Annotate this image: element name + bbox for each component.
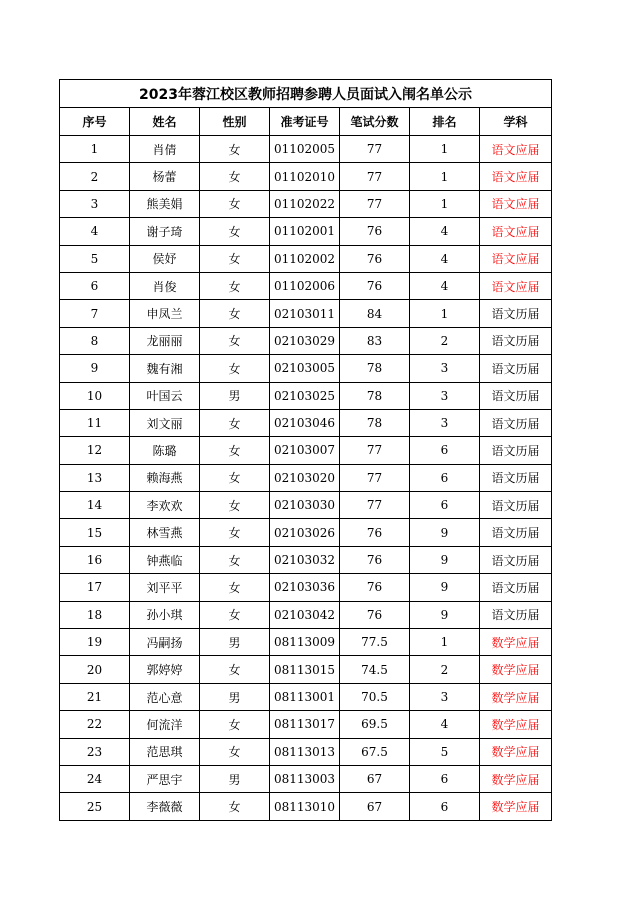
subject-cell: 语文应届 (480, 272, 552, 299)
subject-cell: 语文历届 (480, 355, 552, 382)
gender-cell: 女 (200, 437, 270, 464)
rank-cell: 4 (410, 218, 480, 245)
column-header-subject: 学科 (480, 108, 552, 136)
gender-cell: 女 (200, 409, 270, 436)
table-row (60, 492, 552, 519)
row-number-cell: 2 (60, 163, 130, 190)
rank-cell: 4 (410, 245, 480, 272)
gender-cell: 女 (200, 163, 270, 190)
row-number-cell: 10 (60, 382, 130, 409)
gender-cell: 女 (200, 464, 270, 491)
rank-cell: 1 (410, 136, 480, 163)
column-header-rank: 排名 (410, 108, 480, 136)
candidate-name-cell: 赖海燕 (130, 464, 200, 491)
row-number-cell: 21 (60, 683, 130, 710)
written-score-cell: 77.5 (340, 629, 410, 656)
gender-cell: 男 (200, 683, 270, 710)
subject-cell: 数学应届 (480, 629, 552, 656)
row-number-cell: 14 (60, 492, 130, 519)
written-score-cell: 84 (340, 300, 410, 327)
gender-cell: 女 (200, 601, 270, 628)
subject-cell: 语文应届 (480, 163, 552, 190)
table-row (60, 163, 552, 190)
written-score-cell: 83 (340, 327, 410, 354)
written-score-cell: 76 (340, 245, 410, 272)
row-number-cell: 9 (60, 355, 130, 382)
rank-cell: 5 (410, 738, 480, 765)
subject-cell: 语文历届 (480, 327, 552, 354)
gender-cell: 女 (200, 136, 270, 163)
candidate-name-cell: 熊美娟 (130, 190, 200, 217)
candidate-name-cell: 陈璐 (130, 437, 200, 464)
written-score-cell: 70.5 (340, 683, 410, 710)
rank-cell: 6 (410, 464, 480, 491)
table-row (60, 437, 552, 464)
subject-cell: 语文历届 (480, 382, 552, 409)
column-header-name: 姓名 (130, 108, 200, 136)
table-row (60, 190, 552, 217)
written-score-cell: 77 (340, 492, 410, 519)
exam-id-cell: 01102006 (270, 272, 340, 299)
rank-cell: 4 (410, 711, 480, 738)
table-row (60, 601, 552, 628)
rank-cell: 6 (410, 492, 480, 519)
table-row (60, 738, 552, 765)
candidate-name-cell: 刘文丽 (130, 409, 200, 436)
candidate-name-cell: 李欢欢 (130, 492, 200, 519)
subject-cell: 语文应届 (480, 190, 552, 217)
table-row (60, 711, 552, 738)
rank-cell: 2 (410, 327, 480, 354)
row-number-cell: 19 (60, 629, 130, 656)
exam-id-cell: 02103042 (270, 601, 340, 628)
rank-cell: 2 (410, 656, 480, 683)
row-number-cell: 17 (60, 574, 130, 601)
written-score-cell: 76 (340, 519, 410, 546)
subject-cell: 语文历届 (480, 574, 552, 601)
written-score-cell: 77 (340, 163, 410, 190)
column-header-number: 序号 (60, 108, 130, 136)
exam-id-cell: 02103005 (270, 355, 340, 382)
candidate-name-cell: 李薇薇 (130, 793, 200, 820)
subject-cell: 数学应届 (480, 765, 552, 792)
rank-cell: 9 (410, 546, 480, 573)
column-header-written-score: 笔试分数 (340, 108, 410, 136)
exam-id-cell: 01102002 (270, 245, 340, 272)
candidate-name-cell: 申凤兰 (130, 300, 200, 327)
candidate-name-cell: 何流洋 (130, 711, 200, 738)
candidate-name-cell: 林雪燕 (130, 519, 200, 546)
gender-cell: 女 (200, 218, 270, 245)
gender-cell: 女 (200, 793, 270, 820)
written-score-cell: 69.5 (340, 711, 410, 738)
rank-cell: 3 (410, 409, 480, 436)
row-number-cell: 4 (60, 218, 130, 245)
table-row (60, 464, 552, 491)
table-row (60, 327, 552, 354)
rank-cell: 9 (410, 519, 480, 546)
gender-cell: 女 (200, 300, 270, 327)
candidate-name-cell: 刘平平 (130, 574, 200, 601)
rank-cell: 1 (410, 629, 480, 656)
table-row (60, 272, 552, 299)
row-number-cell: 5 (60, 245, 130, 272)
candidate-name-cell: 冯嗣扬 (130, 629, 200, 656)
exam-id-cell: 01102005 (270, 136, 340, 163)
table-row (60, 382, 552, 409)
gender-cell: 女 (200, 245, 270, 272)
subject-cell: 数学应届 (480, 738, 552, 765)
rank-cell: 1 (410, 163, 480, 190)
row-number-cell: 18 (60, 601, 130, 628)
exam-id-cell: 08113013 (270, 738, 340, 765)
candidate-name-cell: 范心意 (130, 683, 200, 710)
gender-cell: 男 (200, 382, 270, 409)
subject-cell: 语文历届 (480, 409, 552, 436)
row-number-cell: 13 (60, 464, 130, 491)
row-number-cell: 20 (60, 656, 130, 683)
written-score-cell: 76 (340, 546, 410, 573)
table-row (60, 656, 552, 683)
row-number-cell: 22 (60, 711, 130, 738)
written-score-cell: 67.5 (340, 738, 410, 765)
rank-cell: 9 (410, 601, 480, 628)
written-score-cell: 78 (340, 355, 410, 382)
row-number-cell: 25 (60, 793, 130, 820)
row-number-cell: 7 (60, 300, 130, 327)
row-number-cell: 3 (60, 190, 130, 217)
subject-cell: 语文历届 (480, 492, 552, 519)
header-row (60, 108, 552, 136)
subject-cell: 语文历届 (480, 601, 552, 628)
exam-id-cell: 02103036 (270, 574, 340, 601)
gender-cell: 女 (200, 355, 270, 382)
candidate-name-cell: 肖俊 (130, 272, 200, 299)
gender-cell: 女 (200, 327, 270, 354)
table-row (60, 355, 552, 382)
subject-cell: 语文应届 (480, 245, 552, 272)
rank-cell: 4 (410, 272, 480, 299)
gender-cell: 男 (200, 765, 270, 792)
subject-cell: 数学应届 (480, 656, 552, 683)
gender-cell: 女 (200, 711, 270, 738)
gender-cell: 女 (200, 492, 270, 519)
subject-cell: 语文应届 (480, 136, 552, 163)
row-number-cell: 8 (60, 327, 130, 354)
table-row (60, 136, 552, 163)
column-header-exam-id: 准考证号 (270, 108, 340, 136)
written-score-cell: 78 (340, 382, 410, 409)
written-score-cell: 67 (340, 793, 410, 820)
candidate-name-cell: 谢子琦 (130, 218, 200, 245)
candidate-name-cell: 龙丽丽 (130, 327, 200, 354)
exam-id-cell: 02103025 (270, 382, 340, 409)
subject-cell: 语文历届 (480, 519, 552, 546)
exam-id-cell: 02103007 (270, 437, 340, 464)
rank-cell: 6 (410, 437, 480, 464)
row-number-cell: 1 (60, 136, 130, 163)
exam-id-cell: 02103020 (270, 464, 340, 491)
table-row (60, 629, 552, 656)
table-row (60, 546, 552, 573)
written-score-cell: 67 (340, 765, 410, 792)
table-row (60, 683, 552, 710)
candidate-name-cell: 范思琪 (130, 738, 200, 765)
exam-id-cell: 08113003 (270, 765, 340, 792)
table-row (60, 218, 552, 245)
document-title: 2023年蓉江校区教师招聘参聘人员面试入闱名单公示 (60, 80, 552, 108)
exam-id-cell: 02103030 (270, 492, 340, 519)
table-row (60, 300, 552, 327)
written-score-cell: 76 (340, 272, 410, 299)
written-score-cell: 78 (340, 409, 410, 436)
row-number-cell: 23 (60, 738, 130, 765)
row-number-cell: 12 (60, 437, 130, 464)
table-row (60, 793, 552, 820)
written-score-cell: 76 (340, 601, 410, 628)
candidate-name-cell: 叶国云 (130, 382, 200, 409)
rank-cell: 1 (410, 190, 480, 217)
rank-cell: 1 (410, 300, 480, 327)
subject-cell: 数学应届 (480, 683, 552, 710)
candidate-name-cell: 钟燕临 (130, 546, 200, 573)
table-row (60, 245, 552, 272)
exam-id-cell: 02103011 (270, 300, 340, 327)
exam-id-cell: 02103032 (270, 546, 340, 573)
column-header-gender: 性别 (200, 108, 270, 136)
rank-cell: 3 (410, 683, 480, 710)
exam-id-cell: 02103029 (270, 327, 340, 354)
candidate-name-cell: 孙小琪 (130, 601, 200, 628)
title-row (60, 80, 552, 108)
row-number-cell: 16 (60, 546, 130, 573)
exam-id-cell: 01102022 (270, 190, 340, 217)
subject-cell: 数学应届 (480, 793, 552, 820)
subject-cell: 语文历届 (480, 437, 552, 464)
candidate-name-cell: 魏有湘 (130, 355, 200, 382)
written-score-cell: 77 (340, 136, 410, 163)
written-score-cell: 76 (340, 574, 410, 601)
candidate-name-cell: 严思宇 (130, 765, 200, 792)
subject-cell: 数学应届 (480, 711, 552, 738)
gender-cell: 女 (200, 546, 270, 573)
exam-id-cell: 02103046 (270, 409, 340, 436)
gender-cell: 女 (200, 656, 270, 683)
exam-id-cell: 08113017 (270, 711, 340, 738)
rank-cell: 3 (410, 382, 480, 409)
candidate-name-cell: 杨蕾 (130, 163, 200, 190)
written-score-cell: 77 (340, 190, 410, 217)
rank-cell: 6 (410, 765, 480, 792)
exam-id-cell: 08113015 (270, 656, 340, 683)
subject-cell: 语文历届 (480, 546, 552, 573)
gender-cell: 女 (200, 574, 270, 601)
subject-cell: 语文应届 (480, 218, 552, 245)
row-number-cell: 24 (60, 765, 130, 792)
row-number-cell: 11 (60, 409, 130, 436)
written-score-cell: 77 (340, 464, 410, 491)
gender-cell: 女 (200, 272, 270, 299)
written-score-cell: 77 (340, 437, 410, 464)
row-number-cell: 6 (60, 272, 130, 299)
rank-cell: 3 (410, 355, 480, 382)
gender-cell: 男 (200, 629, 270, 656)
subject-cell: 语文历届 (480, 300, 552, 327)
table-row (60, 409, 552, 436)
candidate-roster-table (59, 79, 552, 821)
row-number-cell: 15 (60, 519, 130, 546)
exam-id-cell: 01102010 (270, 163, 340, 190)
subject-cell: 语文历届 (480, 464, 552, 491)
exam-id-cell: 08113001 (270, 683, 340, 710)
table-body (60, 136, 552, 821)
written-score-cell: 76 (340, 218, 410, 245)
table-row (60, 519, 552, 546)
exam-id-cell: 01102001 (270, 218, 340, 245)
rank-cell: 9 (410, 574, 480, 601)
gender-cell: 女 (200, 738, 270, 765)
exam-id-cell: 08113009 (270, 629, 340, 656)
exam-id-cell: 02103026 (270, 519, 340, 546)
candidate-name-cell: 郭婷婷 (130, 656, 200, 683)
table-row (60, 574, 552, 601)
exam-id-cell: 08113010 (270, 793, 340, 820)
gender-cell: 女 (200, 519, 270, 546)
table-row (60, 765, 552, 792)
candidate-name-cell: 侯妤 (130, 245, 200, 272)
rank-cell: 6 (410, 793, 480, 820)
written-score-cell: 74.5 (340, 656, 410, 683)
candidate-name-cell: 肖倩 (130, 136, 200, 163)
gender-cell: 女 (200, 190, 270, 217)
